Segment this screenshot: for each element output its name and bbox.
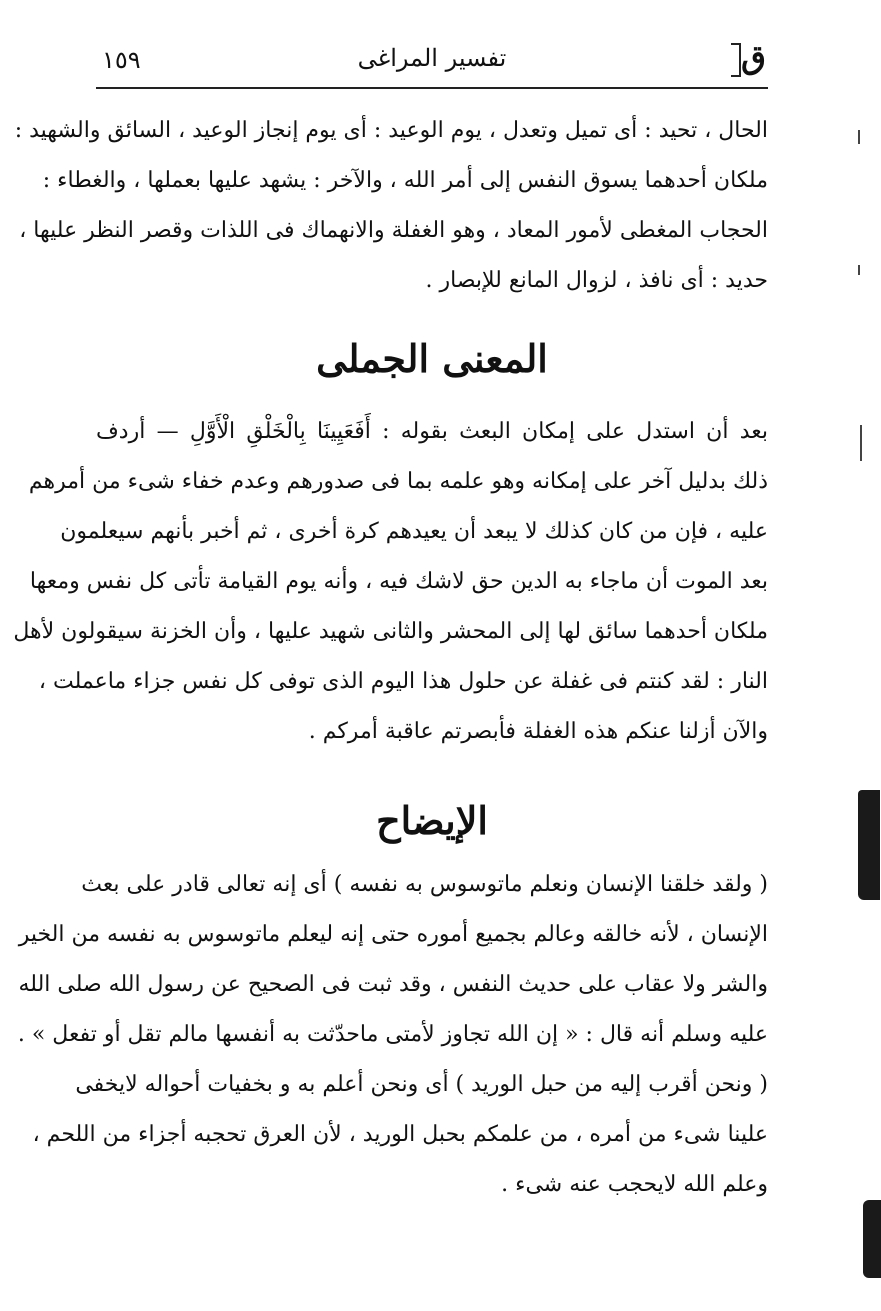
section-heading-explanation: الإيضاح: [376, 798, 488, 843]
explanation-line: والشر ولا عقاب على حديث النفس ، وقد ثبت فى الصحيح عن رسول الله صلى الله: [18, 972, 768, 997]
explanation-line: وعلم الله لايحجب عنه شىء .: [501, 1172, 768, 1197]
glossary-line: حديد : أى نافذ ، لزوال المانع للإبصار .: [425, 268, 768, 293]
book-title: تفسير المراغى: [357, 44, 507, 72]
scan-mark: [858, 130, 860, 144]
explanation-line: عليه وسلم أنه قال : « إن الله تجاوز لأمتى ماحدّثت به أنفسها مالم تقل أو تفعل » .: [17, 1022, 768, 1047]
explanation-line: الإنسان ، لأنه خالقه وعالم بجميع أموره حتى إنه ليعلم ماتوسوس به نفسه من الخير: [18, 922, 768, 947]
section-heading-summary: المعنى الجملى: [316, 336, 548, 381]
scan-shadow: [858, 790, 880, 900]
page-number: ١٥٩: [102, 46, 141, 74]
summary-paragraph: [13, 407, 768, 757]
glossary-paragraph: [14, 106, 768, 306]
summary-line: بعد الموت أن ماجاء به الدين حق لاشك فيه ، وأنه يوم القيامة تأتى كل نفس ومعها: [29, 569, 768, 594]
summary-line: عليه ، فإن من كان كذلك لا يبعد أن يعيدهم كرة أخرى ، ثم أخبر بأنهم سيعلمون: [60, 519, 768, 544]
explanation-line: ( ولقد خلقنا الإنسان ونعلم ماتوسوس به نفسه ) أى إنه تعالى قادر على بعث: [81, 872, 768, 897]
summary-line: بعد أن استدل على إمكان البعث بقوله : أَفَعَيِينَا بِالْخَلْقِ الْأَوَّلِ — أردف: [96, 419, 768, 444]
scan-mark: [860, 425, 862, 461]
glossary-line: ملكان أحدهما يسوق النفس إلى أمر الله ، والآخر : يشهد عليها بعملها ، والغطاء :: [42, 168, 768, 193]
summary-line: النار : لقد كنتم فى غفلة عن حلول هذا اليوم الذى توفى كل نفس جزاء ماعملت ،: [38, 669, 768, 694]
summary-line: والآن أزلنا عنكم هذه الغفلة فأبصرتم عاقبة أمركم .: [308, 719, 768, 744]
scan-shadow: [863, 1200, 881, 1278]
running-header: [96, 36, 768, 86]
glossary-line: الحجاب المغطى لأمور المعاد ، وهو الغفلة والانهماك فى اللذات وقصر النظر عليها ،: [19, 218, 768, 243]
surah-marker: [727, 38, 766, 77]
explanation-line: علينا شىء من أمره ، من علمكم بحبل الوريد ، لأن العرق تحجبه أجزاء من اللحم ،: [32, 1122, 768, 1147]
scan-mark: [858, 265, 860, 275]
explanation-line: ( ونحن أقرب إليه من حبل الوريد ) أى ونحن أعلم به و بخفيات أحواله لايخفى: [75, 1072, 768, 1097]
summary-line: ذلك بدليل آخر على إمكانه وهو علمه بما فى صدورهم وعدم خفاء شىء من أمرهم: [28, 469, 768, 494]
explanation-paragraph: [17, 860, 768, 1210]
surah-bracket: [731, 43, 741, 77]
header-rule: [96, 87, 768, 89]
surah-letter: ق: [741, 38, 766, 76]
glossary-line: الحال ، تحيد : أى تميل وتعدل ، يوم الوعيد : أى يوم إنجاز الوعيد ، السائق والشهيد :: [14, 118, 768, 143]
summary-line: ملكان أحدهما سائق لها إلى المحشر والثانى شهيد عليها ، وأن الخزنة سيقولون لأهل: [13, 619, 768, 644]
